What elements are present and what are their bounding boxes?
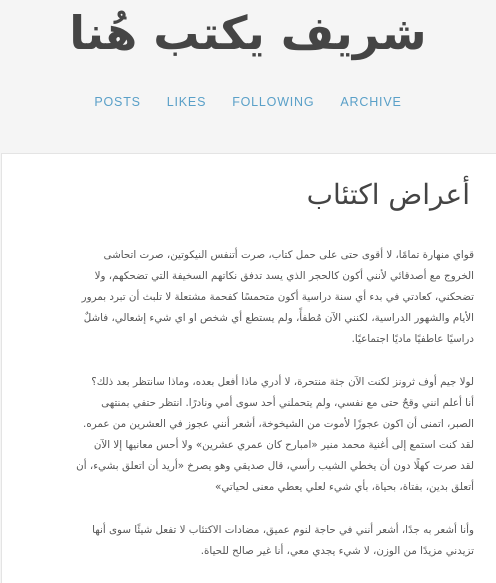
post-body <box>2 245 496 562</box>
post-paragraph <box>20 372 474 498</box>
paragraph-line: لقد صرت كهلًا دون أن يخطي الشيب رأسي، قال صديقي وهو يصرخ «أريد أن اتعلق بشيء، أن <box>76 460 474 472</box>
paragraph-line: الأيام والشهور الدراسية، لكنني الآن مُطفأً، ولم يستطع أي شخص او اي شيء إشعالي، فاشلٌ <box>83 312 474 324</box>
paragraph-line: لولا جيم أوف ثرونز لكنت الآن جثة منتحرة، لا أدري ماذا أفعل بعده، وماذا سانتظر بعد ذلك؟ <box>91 376 474 388</box>
paragraph-line: دراسيًا عاطفيًا ماديًا اجتماعيًا. <box>351 333 474 345</box>
paragraph-line: الخروج مع أصدقائي لأنني أكون كالحجر الذي يسد تدفق نكاتهم السخيفة التي تضحكهم، ولا <box>94 270 474 282</box>
post-card <box>1 153 496 583</box>
nav-likes[interactable]: LIKES <box>166 95 207 109</box>
paragraph-line: لقد كنت استمع إلى أغنية محمد منير «امبارح كان عمري عشرين» ولا أحس معانيها إلا الآن <box>93 439 474 451</box>
paragraph-line: وأنا أشعر به جدًا، أشعر أنني في حاجة لنوم عميق، مضادات الاكتئاب لا تفعل شيئًا سوى أنها <box>92 524 474 536</box>
paragraph-line: تزيدني مزيدًا من الوزن، لا شيء يجدي معي، أنا غير صالح للحياة. <box>200 545 474 557</box>
blog-header <box>0 0 496 152</box>
post-title[interactable]: أعراض اكتئاب <box>306 178 470 211</box>
main-nav <box>0 95 496 109</box>
paragraph-line: قواي منهارة تمامًا، لا أقوى حتى على حمل كتاب، صرت أتنفس النيكوتين، صرت اتحاشى <box>103 249 474 261</box>
nav-archive[interactable]: ARCHIVE <box>340 95 402 109</box>
paragraph-line: أنا أعلم انني وقحٌ حتى مع نفسي، ولم يتحملني أحد سوى أمي ونادرًا. انتظر حتفي بمنتهى <box>101 397 474 409</box>
site-title[interactable]: شريف يكتب هُنا <box>69 6 427 60</box>
paragraph-line: الصبر، اتمنى أن اكون عجوزًا لأموت من الشيخوخة، أشعر أنني عجوز في العشرين من عمره. <box>83 418 474 430</box>
paragraph-line: تضحكني، كعادتي في بدء أي سنة دراسية أكون متحمسًا كفحمة مشتعلة لا تلبث أن تبرد بمرور <box>81 291 474 303</box>
nav-posts[interactable]: POSTS <box>94 95 141 109</box>
post-paragraph <box>20 245 474 350</box>
paragraph-line: أتعلق بدين، بفتاة، بحياة، بأي شيء لعلي يعطي معنى لحياتي» <box>215 481 474 493</box>
nav-following[interactable]: FOLLOWING <box>232 95 315 109</box>
post-paragraph <box>20 520 474 562</box>
